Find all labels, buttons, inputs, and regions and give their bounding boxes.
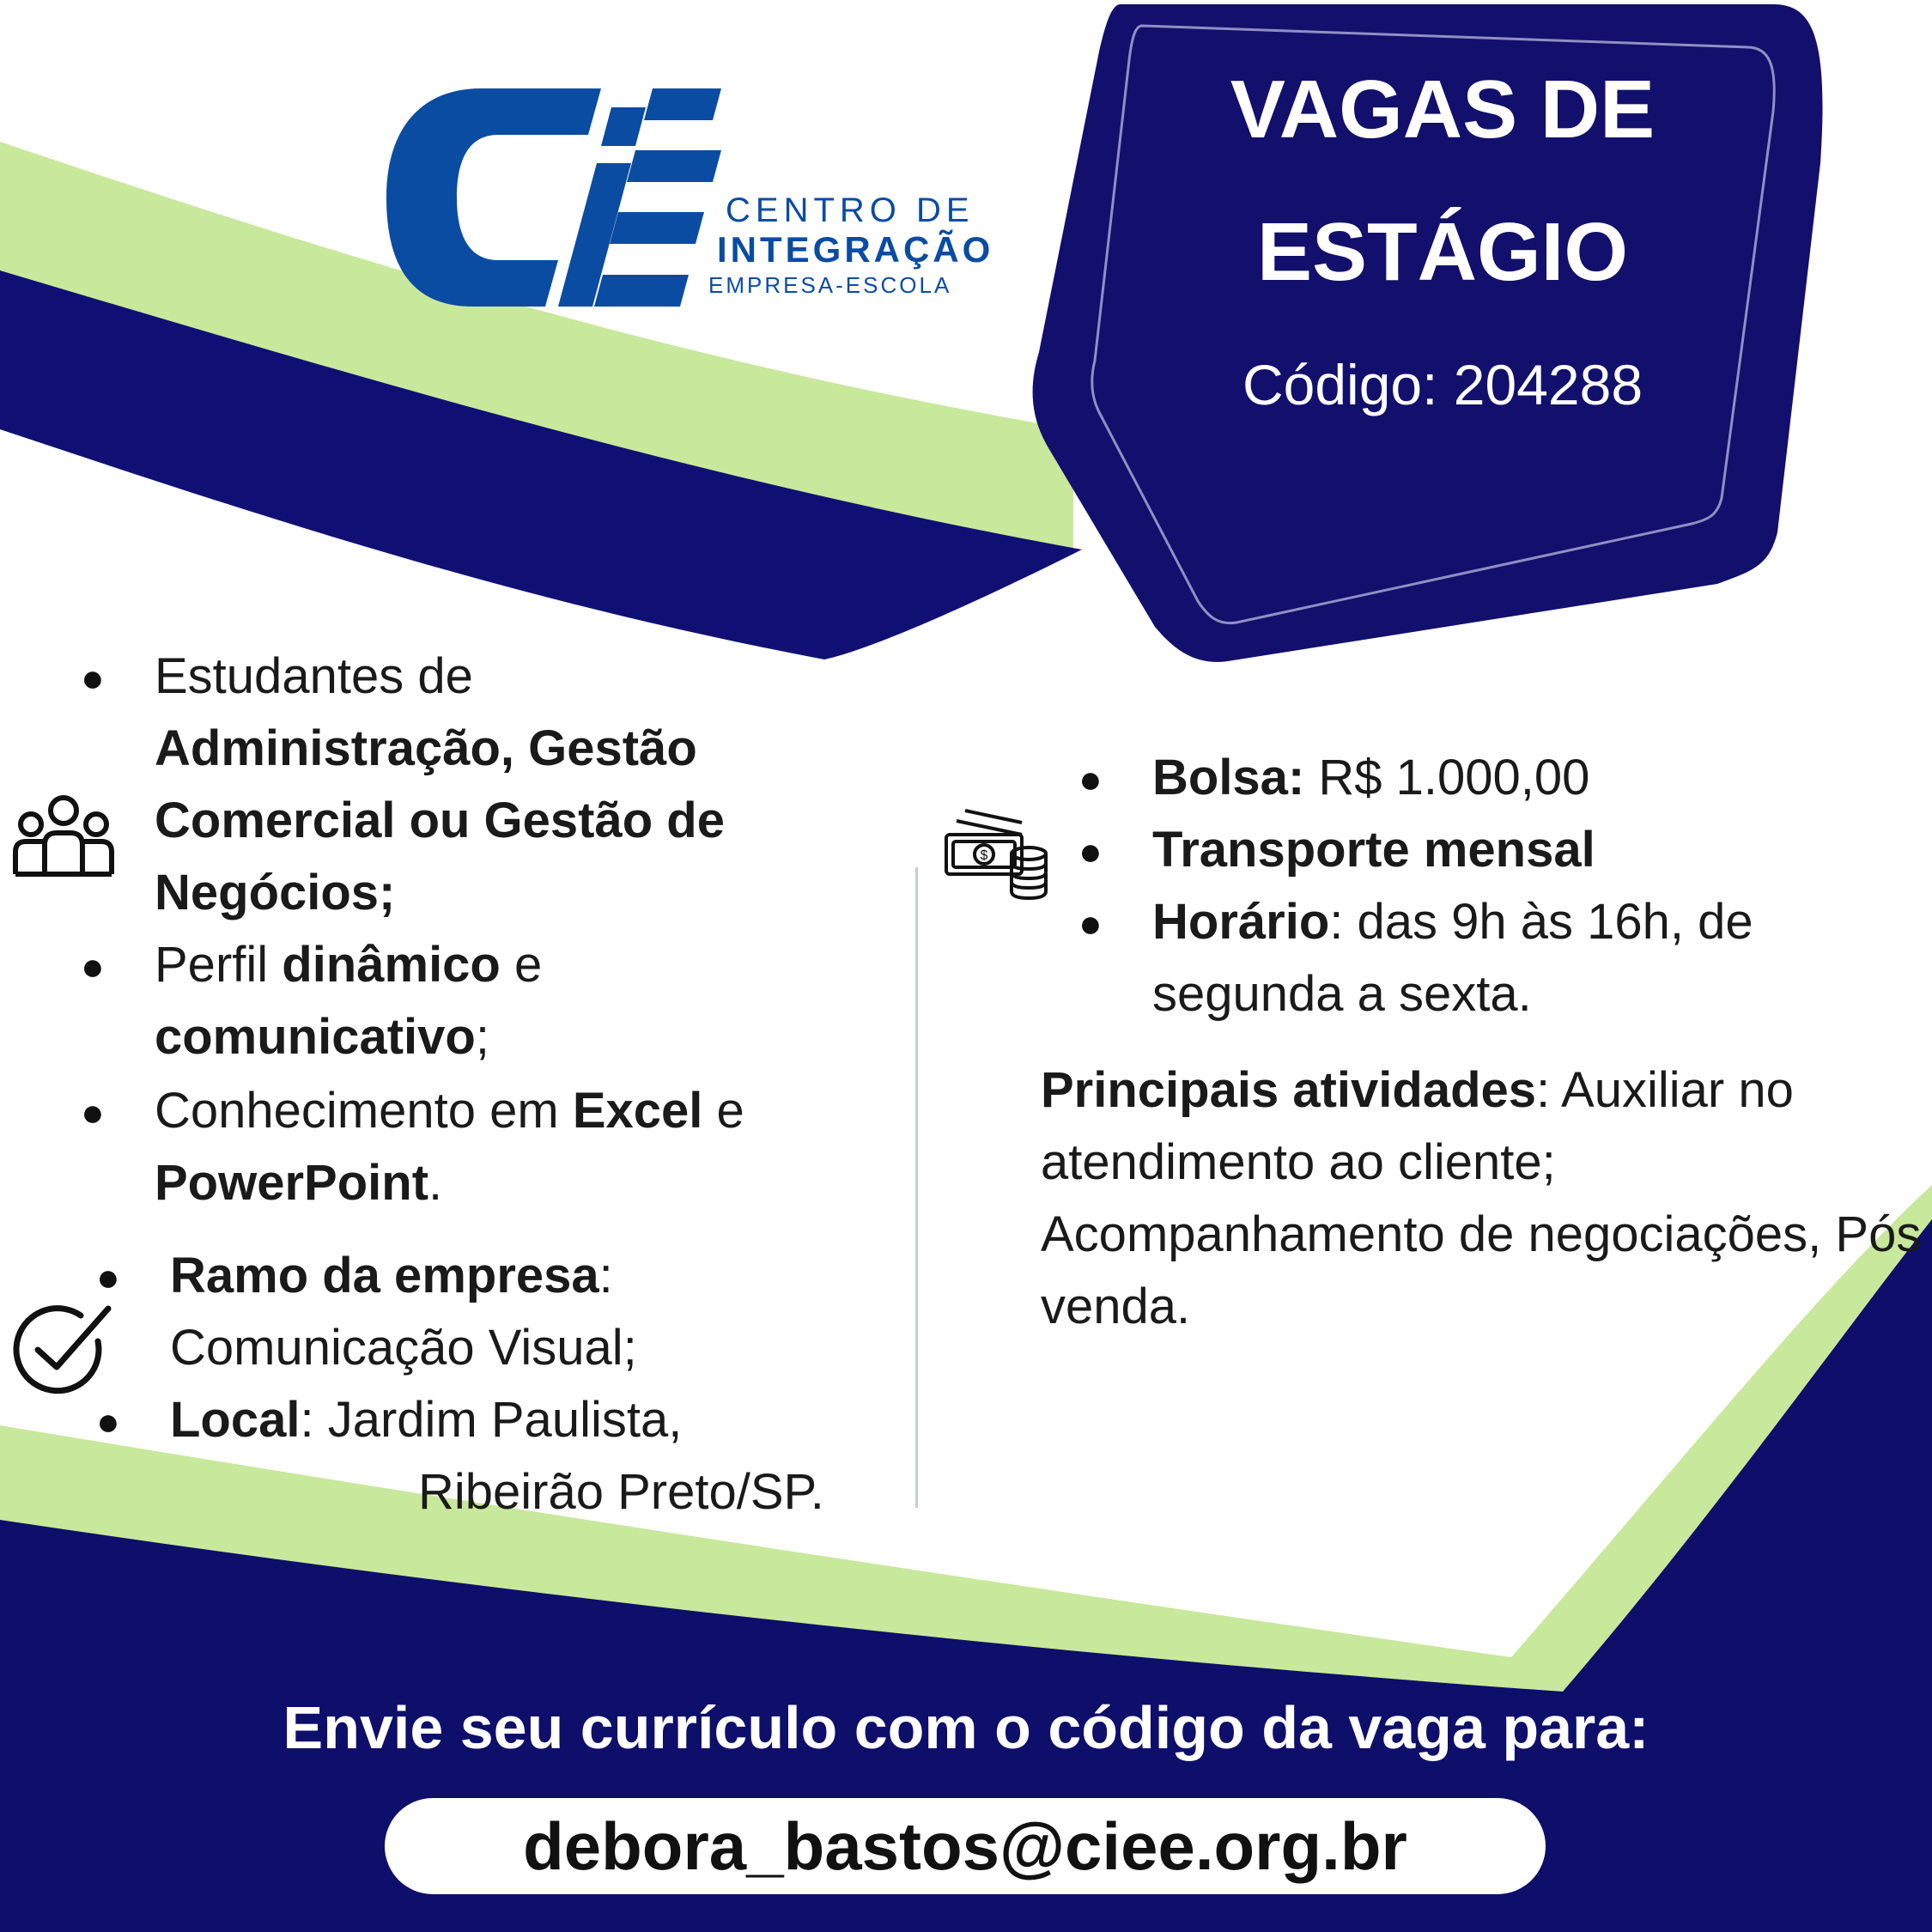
bullet: ● xyxy=(81,944,105,988)
check-circle-icon xyxy=(12,1300,115,1396)
benefit-hours-label: Horário xyxy=(1152,894,1330,950)
title-line-2: ESTÁGIO xyxy=(1256,206,1629,298)
software-excel: Excel xyxy=(572,1083,703,1139)
profile-communicative: comunicativo xyxy=(155,1009,476,1065)
company-branch xyxy=(170,1240,874,1384)
logo-text-empresa-escola: EMPRESA-ESCOLA xyxy=(708,272,952,298)
benefit-transport xyxy=(1152,814,1891,886)
bullet: ● xyxy=(1078,901,1103,945)
company-branch-value: Comunicação Visual; xyxy=(170,1320,637,1376)
logo-text-centro: CENTRO DE xyxy=(726,191,975,229)
requirement-course-names: Administração, Gestão Comercial ou Gestão de Negócios; xyxy=(155,720,725,920)
footer-call-to-action: Envie seu currículo com o código da vaga para: xyxy=(283,1694,1649,1761)
benefit-stipend-value: R$ 1.000,00 xyxy=(1304,750,1590,805)
requirement-course xyxy=(155,641,841,929)
job-code: Código: 204288 xyxy=(1242,353,1643,416)
company-location xyxy=(170,1384,900,1456)
bullet: ● xyxy=(81,655,105,700)
software-pre: Conhecimento em xyxy=(155,1083,573,1139)
bullet: ● xyxy=(96,1255,120,1299)
benefit-stipend xyxy=(1152,742,1891,814)
email-pill[interactable] xyxy=(385,1798,1546,1894)
requirement-profile xyxy=(155,929,756,1073)
people-group-icon xyxy=(12,792,115,881)
logo-text-integracao: INTEGRAÇÃO xyxy=(717,229,994,270)
main-activities-text: : Auxiliar no atendimento ao cliente; Acompanhamento de negociações, Pós venda. xyxy=(1041,1062,1922,1334)
ciee-logo xyxy=(378,82,996,313)
software-powerpoint: PowerPoint xyxy=(155,1155,429,1211)
bullet: ● xyxy=(81,1090,105,1134)
main-activities-label: Principais atividades xyxy=(1041,1062,1537,1118)
column-divider xyxy=(915,867,918,1508)
bullet: ● xyxy=(1078,829,1103,873)
money-coins-icon xyxy=(943,805,1051,903)
requirement-software xyxy=(155,1075,884,1219)
profile-and: e xyxy=(500,937,543,993)
company-location-city: Ribeirão Preto/SP. xyxy=(418,1464,824,1520)
benefit-transport-text: Transporte mensal xyxy=(1152,822,1595,878)
benefit-stipend-label: Bolsa: xyxy=(1152,750,1305,805)
main-activities xyxy=(1041,1054,1925,1343)
svg-text:$: $ xyxy=(980,848,988,863)
benefit-hours xyxy=(1152,886,1891,1030)
profile-pre: Perfil xyxy=(155,937,283,993)
profile-end: ; xyxy=(475,1009,489,1065)
bullet: ● xyxy=(1078,756,1103,801)
company-branch-label: Ramo da empresa xyxy=(170,1248,599,1303)
company-branch-sep: : xyxy=(598,1248,613,1303)
title-line-1: VAGAS DE xyxy=(1230,64,1656,155)
benefit-hours-value: : das 9h às 16h, de segunda a sexta. xyxy=(1152,894,1753,1022)
requirement-course-pre: Estudantes de xyxy=(155,648,473,704)
ciee-logo-mark xyxy=(378,82,721,313)
company-location-value1: : Jardim Paulista, xyxy=(300,1392,683,1448)
bullet: ● xyxy=(96,1399,120,1443)
software-and: e xyxy=(702,1083,744,1139)
software-end: . xyxy=(428,1155,443,1211)
contact-email[interactable]: debora_bastos@ciee.org.br xyxy=(523,1808,1407,1884)
profile-dynamic: dinâmico xyxy=(282,937,501,993)
company-location-label: Local xyxy=(170,1392,301,1448)
